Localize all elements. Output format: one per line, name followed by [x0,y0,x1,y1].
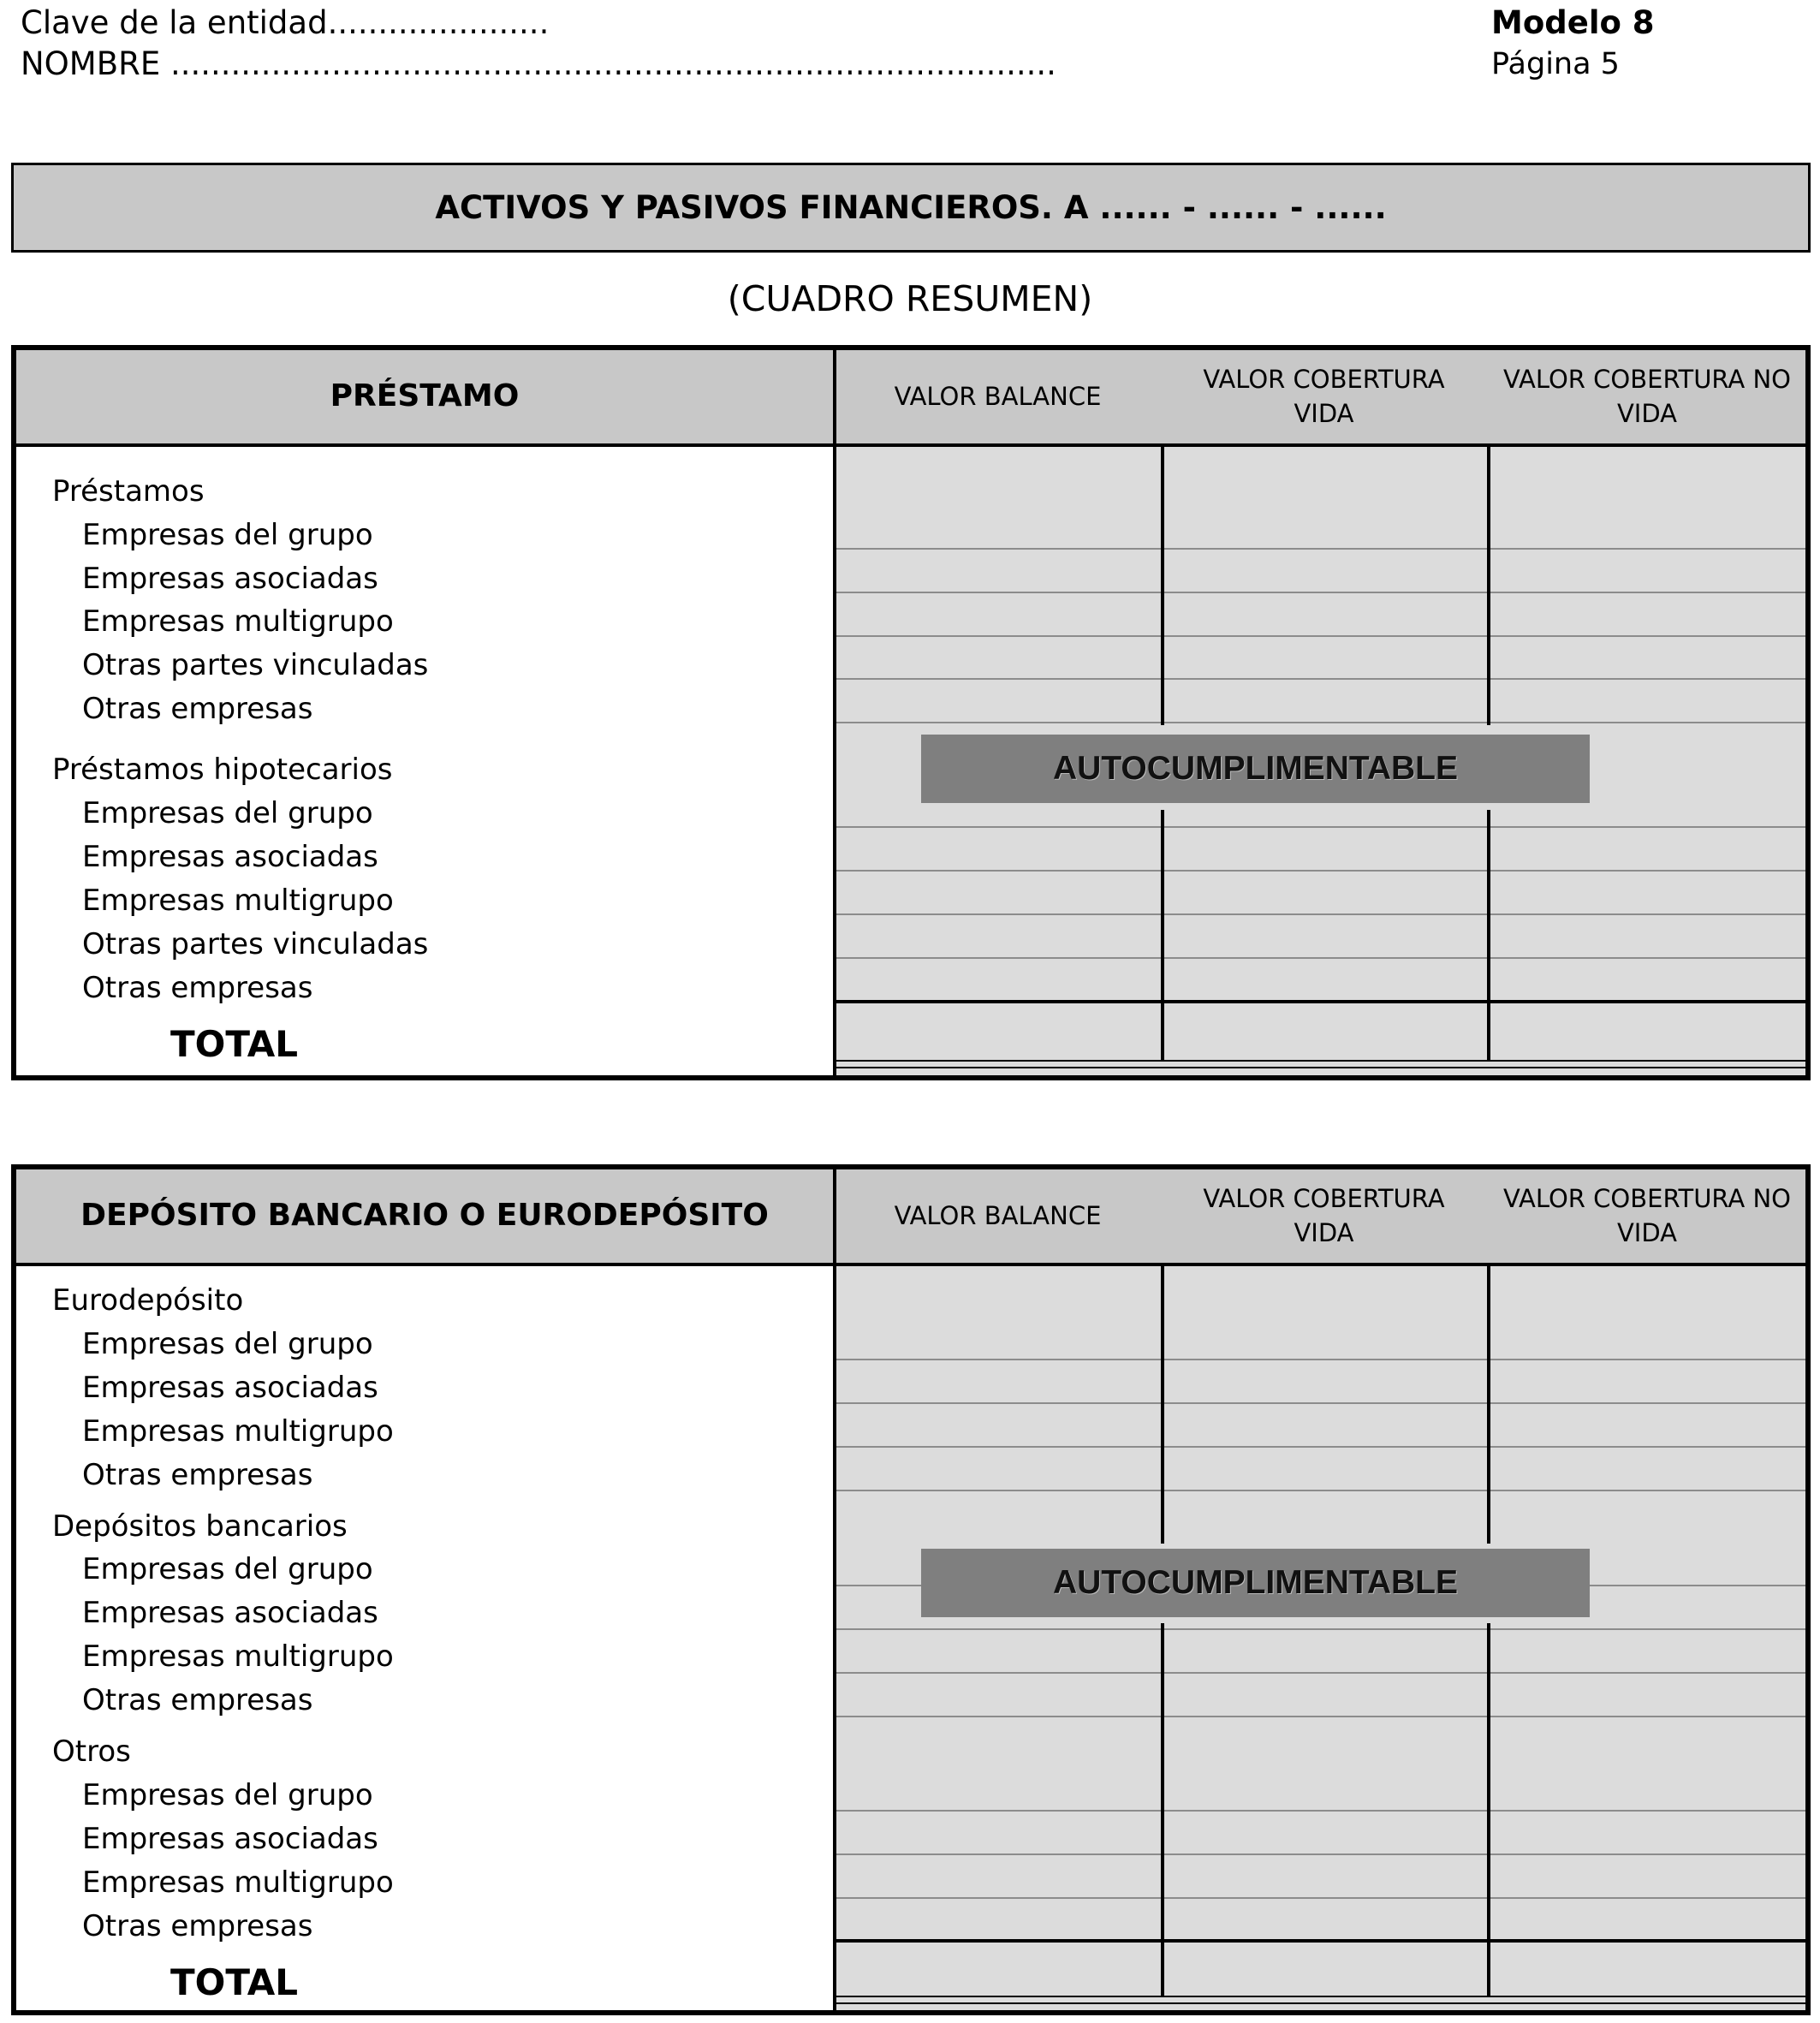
page-title-text: ACTIVOS Y PASIVOS FINANCIEROS. A ...... - ...... - ...... [435,189,1387,226]
column-divider [1161,447,1164,725]
grid-line [836,870,1805,872]
total-double-line [836,1060,1805,1062]
column-divider [1161,1623,1164,1996]
clave-field: Clave de la entidad...................... [21,4,550,41]
total-separator [836,1939,1805,1943]
total-double-line [836,2002,1805,2004]
grid-line [836,1490,1805,1491]
col-valor-balance: VALOR BALANCE [894,381,1102,411]
grid-line [836,1853,1805,1855]
group-label-depositos: Depósitos bancarios [52,1509,348,1544]
modelo-label: Modelo 8 [1491,4,1655,41]
grid-line [836,635,1805,637]
grid-line [836,913,1805,915]
total-double-line [836,1067,1805,1068]
grid-line [836,1446,1805,1448]
col-cobertura-no-vida: VALOR COBERTURA NO VIDA [1503,1184,1791,1247]
grid-line [836,548,1805,550]
deposito-table [11,1164,1811,2015]
autocumplimentable-banner: AUTOCUMPLIMENTABLE [921,1549,1590,1617]
total-label: TOTAL [170,1023,299,1065]
group-label-eurodeposito: Eurodepósito [52,1283,244,1318]
row-label: Empresas multigrupo [82,1639,394,1674]
group-label-hipotecarios: Préstamos hipotecarios [52,753,393,787]
grid-line [836,1810,1805,1812]
row-label: Empresas asociadas [82,840,378,874]
row-label: Otras partes vinculadas [82,648,429,682]
column-divider [1487,1623,1490,1996]
row-label: Otras empresas [82,971,313,1005]
total-label: TOTAL [170,1961,299,2003]
group-label-prestamos: Préstamos [52,474,205,509]
column-divider [1161,810,1164,1060]
page-title [11,163,1811,253]
row-label: Empresas multigrupo [82,604,394,639]
grid-line [836,1672,1805,1674]
input-grid [836,1266,1805,2010]
row-label: Otras partes vinculadas [82,927,429,961]
autocumplimentable-banner: AUTOCUMPLIMENTABLE [921,735,1590,803]
row-label: Empresas asociadas [82,1822,378,1856]
grid-line [836,826,1805,828]
column-divider [1487,810,1490,1060]
grid-line [836,1897,1805,1899]
row-label: Empresas asociadas [82,562,378,596]
row-label: Otras empresas [82,1458,313,1492]
row-label: Empresas del grupo [82,1778,373,1812]
prestamo-table-header [16,350,1805,447]
grid-line [836,1628,1805,1630]
deposito-table-header [16,1169,1805,1266]
grid-line [836,678,1805,680]
column-divider [1487,1266,1490,1544]
prestamo-table [11,345,1811,1080]
group-label-otros: Otros [52,1734,131,1769]
col-cobertura-vida: VALOR COBERTURA VIDA [1203,365,1445,428]
grid-line [836,1716,1805,1717]
column-divider [1161,1266,1164,1544]
label-column-divider [833,350,836,1075]
page-subtitle: (CUADRO RESUMEN) [727,278,1093,319]
col-cobertura-vida: VALOR COBERTURA VIDA [1203,1184,1445,1247]
total-double-line [836,1996,1805,1997]
row-label: Empresas asociadas [82,1371,378,1405]
page-number: Página 5 [1491,47,1620,81]
row-label: Otras empresas [82,1909,313,1943]
row-label: Empresas multigrupo [82,1865,394,1900]
row-label: Otras empresas [82,692,313,726]
grid-line [836,957,1805,959]
row-label: Otras empresas [82,1683,313,1717]
row-label: Empresas multigrupo [82,884,394,918]
row-label: Empresas del grupo [82,796,373,830]
grid-line [836,1402,1805,1404]
nombre-field: NOMBRE ........................................................................................ [21,45,1056,82]
row-label: Empresas del grupo [82,518,373,552]
row-label: Empresas asociadas [82,1596,378,1630]
row-label: Empresas del grupo [82,1327,373,1361]
total-separator [836,1000,1805,1003]
prestamo-heading: PRÉSTAMO [330,378,520,414]
label-column-divider [833,1169,836,2010]
deposito-heading: DEPÓSITO BANCARIO O EURODEPÓSITO [80,1198,769,1234]
col-cobertura-no-vida: VALOR COBERTURA NO VIDA [1503,365,1791,428]
row-label: Empresas multigrupo [82,1414,394,1449]
grid-line [836,1359,1805,1360]
grid-line [836,722,1805,723]
column-divider [1487,447,1490,725]
col-valor-balance: VALOR BALANCE [894,1200,1102,1230]
grid-line [836,592,1805,593]
row-label: Empresas del grupo [82,1552,373,1586]
